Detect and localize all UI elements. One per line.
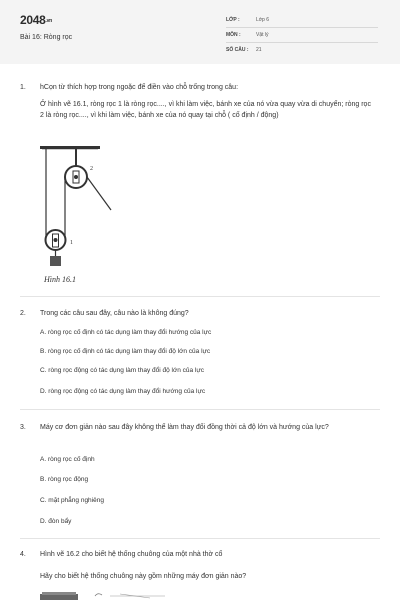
- question-prompt: Máy cơ đơn giản nào sau đây không thể làm thay đổi đồng thời cả độ lớn và hướng của lực?: [40, 424, 329, 431]
- label-pulley-2: 2: [90, 166, 93, 172]
- option-d[interactable]: D. đòn bẩy: [40, 518, 72, 525]
- question-2: [20, 308, 380, 320]
- meta-count: [226, 44, 378, 58]
- option-b[interactable]: B. ròng rọc cố định có tác dụng làm thay đổi độ lớn của lực: [40, 348, 211, 355]
- meta-subject-label: MÔN :: [226, 32, 241, 38]
- brand-tld: .vn: [45, 17, 52, 24]
- question-number: 4.: [20, 551, 26, 558]
- divider: [20, 538, 380, 539]
- lesson-title: Bài 16: Ròng rọc: [20, 34, 73, 41]
- question-number: 2.: [20, 310, 26, 317]
- page-header: [0, 0, 400, 64]
- question-4: [20, 549, 380, 589]
- meta-class-value: Lớp 6: [256, 17, 270, 23]
- question-number: 3.: [20, 424, 26, 431]
- meta-class-label: LỚP :: [226, 17, 240, 23]
- site-logo[interactable]: [20, 13, 52, 27]
- church-bell-figure: [40, 590, 170, 600]
- figure-caption: Hình 16.1: [44, 275, 76, 284]
- option-c[interactable]: C. ròng rọc động có tác dụng làm thay đổi độ lớn của lực: [40, 367, 204, 374]
- divider: [20, 296, 380, 297]
- movable-pulley-icon: [46, 230, 66, 250]
- option-b[interactable]: B. ròng rọc động: [40, 476, 89, 483]
- meta-subject-value: Vật lý: [256, 32, 269, 38]
- option-d[interactable]: D. ròng rọc động có tác dụng làm thay đổi hướng của lực: [40, 388, 206, 395]
- brand-number: 2048: [20, 13, 46, 27]
- weight-block: [50, 256, 61, 266]
- pulley-figure: [36, 140, 136, 280]
- label-pulley-1: 1: [70, 240, 73, 246]
- meta-count-value: 21: [256, 47, 262, 53]
- question-prompt: hCọn từ thích hợp trong ngoặc để điền vào chỗ trống trong câu:: [40, 84, 239, 91]
- question-prompt: Hình vẽ 16.2 cho biết hệ thống chuông của một nhà thờ cổ: [40, 551, 223, 558]
- option-a[interactable]: A. ròng rọc cố định có tác dụng làm thay đổi hướng của lực: [40, 329, 212, 336]
- meta-count-label: SỐ CÂU :: [226, 47, 249, 53]
- question-prompt: Trong các câu sau đây, câu nào là không đúng?: [40, 310, 189, 317]
- question-3: [20, 422, 380, 446]
- question-body: Hãy cho biết hệ thống chuông này gồm những máy đơn giản nào?: [40, 573, 247, 580]
- meta-class: [226, 14, 378, 28]
- question-body: Ở hình vẽ 16.1, ròng rọc 1 là ròng rọc...., vì khi làm việc, bánh xe của nó vừa quay vừa di chuyển; ròng rọc 2 là ròng rọc...., vì khi làm việc, bánh xe của nó quay tại chỗ ( cố định / động): [40, 101, 371, 119]
- option-c[interactable]: C. mặt phẳng nghiêng: [40, 497, 104, 504]
- ceiling-beam: [40, 146, 100, 149]
- question-number: 1.: [20, 84, 26, 91]
- meta-subject: [226, 29, 378, 43]
- fixed-pulley-icon: [65, 166, 87, 188]
- divider: [20, 409, 380, 410]
- option-a[interactable]: A. ròng rọc cố định: [40, 456, 95, 463]
